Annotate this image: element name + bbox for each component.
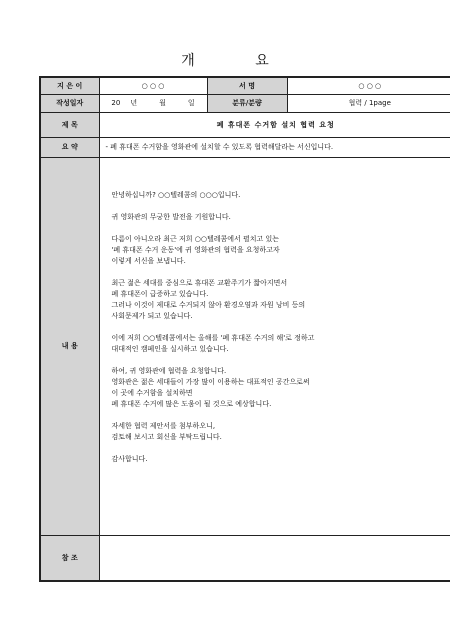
reference-label: 참 조 [40,535,99,581]
signature-label: 서 명 [207,77,287,94]
author-label: 지 은 이 [40,77,99,94]
subject-row [40,112,450,137]
content-label: 내 용 [40,157,99,535]
date-value[interactable] [99,94,207,112]
content-paragraph: 자세한 협력 제안서를 첨부하오니, 검토해 보시고 회신을 부탁드립니다. [111,421,222,441]
subject-value[interactable]: 폐 휴대폰 수거함 설치 협력 요청 [99,112,450,137]
content-paragraph: 다름이 아니오라 최근 저희 ○○텔레콤에서 펼치고 있는 '폐 휴대폰 수거 운동'에 귀 영화관의 협력을 요청하고자 이렇게 서신을 보냅니다. [111,234,280,265]
date-month-unit: 월 [159,99,166,107]
date-label: 작성일자 [40,94,99,112]
summary-label: 요 약 [40,137,99,157]
date-row [40,94,450,112]
date-year: 20 [111,99,121,107]
overview-form-table [39,76,450,582]
category-label: 분류/분량 [207,94,287,112]
content-row [40,157,450,535]
reference-value[interactable] [99,535,450,581]
content-body[interactable] [99,157,450,535]
author-row [40,77,450,94]
content-paragraph: 이에 저희 ○○텔레콤에서는 올해를 '폐 휴대폰 수거의 해'로 정하고 대대적인 캠페인을 실시하고 있습니다. [111,333,315,353]
date-day-unit: 일 [187,99,195,107]
summary-row [40,137,450,157]
author-value[interactable]: ○ ○ ○ [99,77,207,94]
reference-row [40,535,450,581]
content-paragraph: 하여, 귀 영화관에 협력을 요청합니다. 영화관은 젊은 세대들이 가장 많이 이용하는 대표적인 공간으로써 이 곳에 수거함을 설치하면 폐 휴대폰 수거에 많은 도움이 될 것으로 예상합니다. [111,366,310,408]
category-value[interactable]: 협력 / 1page [287,94,450,112]
subject-label: 제 목 [40,112,99,137]
content-paragraph: 감사합니다. [111,454,148,463]
summary-value[interactable]: - 폐 휴대폰 수거함을 영화관에 설치할 수 있도록 협력해달라는 서신입니다. [99,137,450,157]
content-paragraph: 최근 젊은 세대를 중심으로 휴대폰 교환주기가 짧아지면서 폐 휴대폰이 급증하고 있습니다. 그러나 이것이 제대로 수거되지 않아 환경오염과 자원 낭비 등의 사회문제가 되고 있습니다. [111,278,306,320]
date-year-unit: 년 [130,99,138,107]
content-paragraph: 안녕하십니까? ○○텔레콤의 ○○○입니다. [111,190,241,199]
signature-value[interactable]: ○ ○ ○ [287,77,450,94]
content-paragraph: 귀 영화관의 무궁한 발전을 기원합니다. [111,212,231,221]
document-title: 개 요 [181,53,297,69]
